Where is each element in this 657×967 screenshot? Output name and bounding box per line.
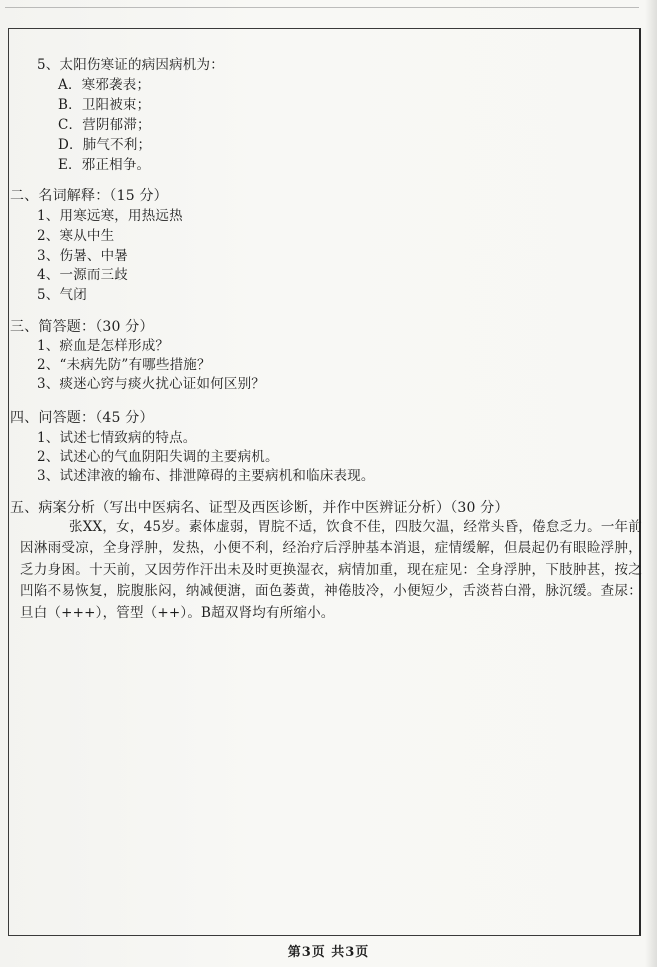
- term-3: 3、伤暑、中暑: [37, 248, 128, 264]
- section-2-title: 二、名词解释：（15 分）: [10, 188, 168, 204]
- essay-question-3: 3、试述津液的输布、排泄障碍的主要病机和临床表现。: [37, 468, 375, 484]
- essay-question-1: 1、试述七情致病的特点。: [37, 430, 197, 446]
- option-d: D．肺气不利；: [58, 137, 152, 153]
- term-5: 5、气闭: [37, 287, 87, 303]
- question-5-stem: 5、太阳伤寒证的病因病机为：: [37, 57, 224, 73]
- essay-question-2: 2、试述心的气血阴阳失调的主要病机。: [37, 449, 279, 465]
- option-b: B．卫阳被束；: [58, 97, 151, 113]
- option-e: E．邪正相争。: [58, 157, 151, 173]
- section-4-title: 四、问答题：（45 分）: [10, 410, 154, 426]
- option-c: C．营阴郁滞；: [58, 117, 151, 133]
- term-2: 2、寒从中生: [37, 228, 115, 244]
- section-3-title: 三、简答题：（30 分）: [10, 319, 154, 335]
- case-description: 张XX，女，45岁。素体虚弱，胃脘不适，饮食不佳，四肢欠温，经常头昏，倦怠乏力。一年前因淋雨受凉，全身浮肿，发热，小便不利，经治疗后浮肿基本消退，症情缓解，但晨起仍有眼睑浮肿，乏力身困。十天前，又因劳作汗出未及时更换湿衣，病情加重，现在症见：全身浮肿，下肢肿甚，按之凹陷不易恢复，脘腹胀闷，纳减便溏，面色萎黄，神倦肢冷，小便短少，舌淡苔白滑，脉沉缓。查尿：旦白（+++），管型（++）。B超双肾均有所缩小。: [20, 519, 642, 621]
- term-1: 1、用寒远寒，用热远热: [37, 208, 183, 224]
- short-answer-3: 3、痰迷心窍与痰火扰心证如何区别？: [37, 376, 265, 392]
- page-number: 第3页 共3页: [287, 945, 370, 960]
- short-answer-1: 1、瘀血是怎样形成？: [37, 338, 170, 354]
- short-answer-2: 2、“未病先防”有哪些措施？: [37, 357, 211, 373]
- scan-edge-shadow: [645, 0, 657, 967]
- section-5-title: 五、病案分析（写出中医病名、证型及西医诊断，并作中医辨证分析）（30 分）: [10, 500, 509, 516]
- term-4: 4、一源而三歧: [37, 267, 128, 283]
- option-a: A．寒邪袭表；: [58, 77, 151, 93]
